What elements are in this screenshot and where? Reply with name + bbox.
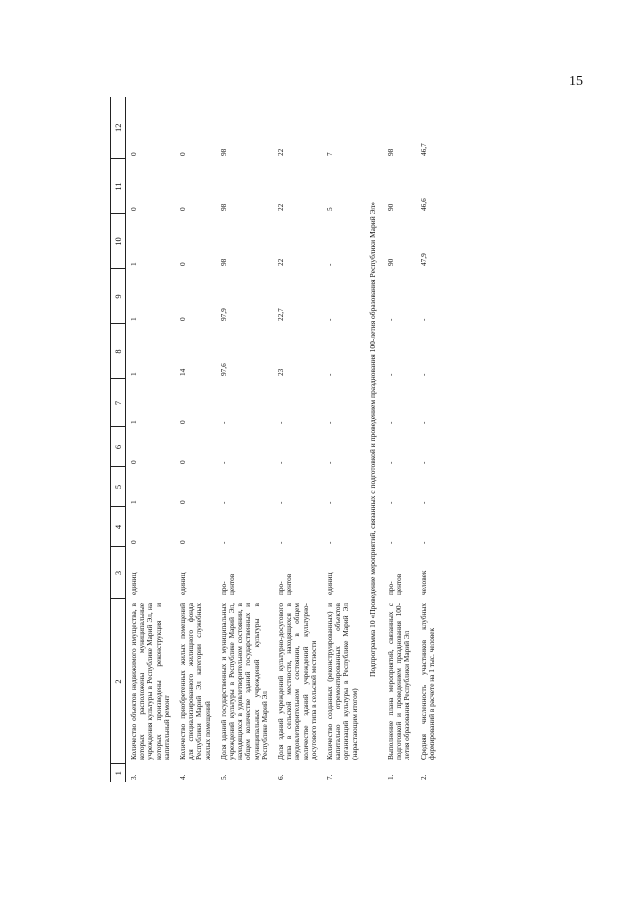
value-cell: 0 xyxy=(178,500,188,504)
table-row xyxy=(383,97,416,782)
value-cell: 1 xyxy=(129,372,138,376)
indicator-name-cell: Количество объектов недвижимого имущества, в которых расположены муниципальные учреждения культуры в Республике Марий Эл, на которых произведены реконструкция и капитальный ремонт xyxy=(129,603,171,760)
value-cell: 1 xyxy=(129,500,138,504)
value-cell: - xyxy=(325,373,335,376)
value-cell: 1 xyxy=(129,420,138,424)
value-cell: - xyxy=(325,501,335,504)
header-cell: 5 xyxy=(111,467,126,507)
value-cell: 47,9 xyxy=(418,253,428,266)
value-cell: 22 xyxy=(276,203,286,211)
table-row xyxy=(175,97,216,782)
subprogram-title: Подпрограмма 10 «Проведение мероприятий, связанных с подготовкой и проведением празднования 100-летия образования Республики Марий Эл» xyxy=(367,202,377,678)
row-number-cell: 3. xyxy=(129,774,138,780)
unit-cell: единиц xyxy=(178,572,188,595)
value-cell: - xyxy=(325,541,335,544)
value-cell: 0 xyxy=(129,152,138,156)
value-cell: - xyxy=(418,541,428,544)
table-row xyxy=(416,97,440,782)
header-cell: 4 xyxy=(111,507,126,547)
value-cell: 90 xyxy=(386,203,396,211)
table-row xyxy=(273,97,322,782)
value-cell: - xyxy=(386,421,396,424)
rotated-table-wrapper xyxy=(110,97,530,782)
header-cell: 1 xyxy=(111,764,126,782)
value-cell: 5 xyxy=(325,207,335,211)
value-cell: - xyxy=(386,501,396,504)
header-cell: 6 xyxy=(111,427,126,467)
value-cell: 0 xyxy=(178,540,188,544)
value-cell: 97,9 xyxy=(218,308,228,321)
row-number-cell: 1. xyxy=(386,774,396,780)
value-cell: 97,6 xyxy=(218,363,228,376)
value-cell: - xyxy=(218,541,228,544)
value-cell: 46,6 xyxy=(418,198,428,211)
value-cell: 0 xyxy=(129,540,138,544)
value-cell: 22,7 xyxy=(276,308,286,321)
page-number: 15 xyxy=(569,74,583,89)
header-row xyxy=(111,97,126,782)
value-cell: 22 xyxy=(276,258,286,266)
value-cell: 23 xyxy=(276,368,286,376)
value-cell: - xyxy=(218,501,228,504)
indicator-name-cell: Количество приобретенных жилых помещений для специализированного жилищного фонда Республики Марий Эл категории служебных жилых помещений xyxy=(178,603,212,760)
header-cell: 10 xyxy=(111,214,126,269)
value-cell: - xyxy=(325,263,335,266)
value-cell: - xyxy=(276,541,286,544)
value-cell: - xyxy=(418,461,428,464)
indicator-name-cell: Доля зданий учреждений культурно-досугового типа в сельской местности, находящихся в неудовлетворительном состоянии, в общем количестве зданий учреждений культурно-досугового типа в сельской местности xyxy=(276,603,318,760)
value-cell: - xyxy=(386,541,396,544)
value-cell: 1 xyxy=(129,262,138,266)
row-number-cell: 4. xyxy=(178,774,188,780)
value-cell: - xyxy=(386,373,396,376)
header-cell: 9 xyxy=(111,269,126,324)
value-cell: 1 xyxy=(129,317,138,321)
value-cell: 46,7 xyxy=(418,143,428,156)
value-cell: - xyxy=(418,501,428,504)
header-cell: 3 xyxy=(111,547,126,599)
rotated-table-frame xyxy=(110,97,530,782)
value-cell: 0 xyxy=(129,460,138,464)
indicator-name-cell: Доля зданий государственных и муниципальных учреждений культуры в Республике Марий Эл, находящихся в удовлетворительном состоянии, в общем количестве зданий государственных и муниципальных учреждений культуры в Республике Марий Эл xyxy=(218,603,269,760)
value-cell: - xyxy=(418,421,428,424)
value-cell: 0 xyxy=(178,460,188,464)
unit-cell: единиц xyxy=(325,572,335,595)
value-cell: 0 xyxy=(178,317,188,321)
unit-cell: про- центов xyxy=(386,573,404,595)
indicator-name-cell: Выполнение плана мероприятий, связанных с подготовкой и проведением празднования 100-летия образования Республики Марий Эл xyxy=(386,603,412,760)
value-cell: 0 xyxy=(178,420,188,424)
unit-cell: единиц xyxy=(129,572,138,595)
table-row xyxy=(322,97,363,782)
value-cell: 98 xyxy=(218,258,228,266)
value-cell: - xyxy=(218,461,228,464)
value-cell: 0 xyxy=(178,262,188,266)
value-cell: 7 xyxy=(325,152,335,156)
value-cell: - xyxy=(276,501,286,504)
value-cell: 0 xyxy=(178,207,188,211)
value-cell: - xyxy=(218,421,228,424)
value-cell: 90 xyxy=(386,258,396,266)
value-cell: - xyxy=(418,373,428,376)
value-cell: - xyxy=(386,318,396,321)
table-row xyxy=(126,97,176,782)
row-number-cell: 2. xyxy=(418,774,428,780)
header-cell: 12 xyxy=(111,97,126,159)
value-cell: 0 xyxy=(129,207,138,211)
value-cell: - xyxy=(418,318,428,321)
indicators-table xyxy=(110,97,440,782)
row-number-cell: 5. xyxy=(218,774,228,780)
value-cell: - xyxy=(276,421,286,424)
indicator-name-cell: Средняя численность участников клубных формирований в расчете на 1 тыс. человек xyxy=(418,603,436,760)
header-cell: 11 xyxy=(111,159,126,214)
value-cell: - xyxy=(386,461,396,464)
value-cell: 0 xyxy=(178,152,188,156)
value-cell: - xyxy=(325,461,335,464)
row-number-cell: 6. xyxy=(276,774,286,780)
value-cell: 22 xyxy=(276,148,286,156)
header-cell: 8 xyxy=(111,324,126,379)
row-number-cell: 7. xyxy=(325,774,335,780)
header-cell: 2 xyxy=(111,599,126,764)
value-cell: - xyxy=(276,461,286,464)
table-row xyxy=(216,97,273,782)
value-cell: - xyxy=(325,421,335,424)
indicator-name-cell: Количество созданных (реконструированных) и капитально отремонтированных объектов организаций культуры в Республике Марий Эл (нарастающим итогом) xyxy=(325,603,359,760)
unit-cell: человек xyxy=(418,570,428,595)
value-cell: - xyxy=(325,318,335,321)
unit-cell: про- центов xyxy=(276,573,294,595)
unit-cell: про- центов xyxy=(218,573,237,595)
value-cell: 98 xyxy=(218,148,228,156)
value-cell: 98 xyxy=(386,148,396,156)
value-cell: 14 xyxy=(178,368,188,376)
value-cell: 98 xyxy=(218,203,228,211)
header-cell: 7 xyxy=(111,379,126,427)
subprogram-row xyxy=(363,97,383,782)
